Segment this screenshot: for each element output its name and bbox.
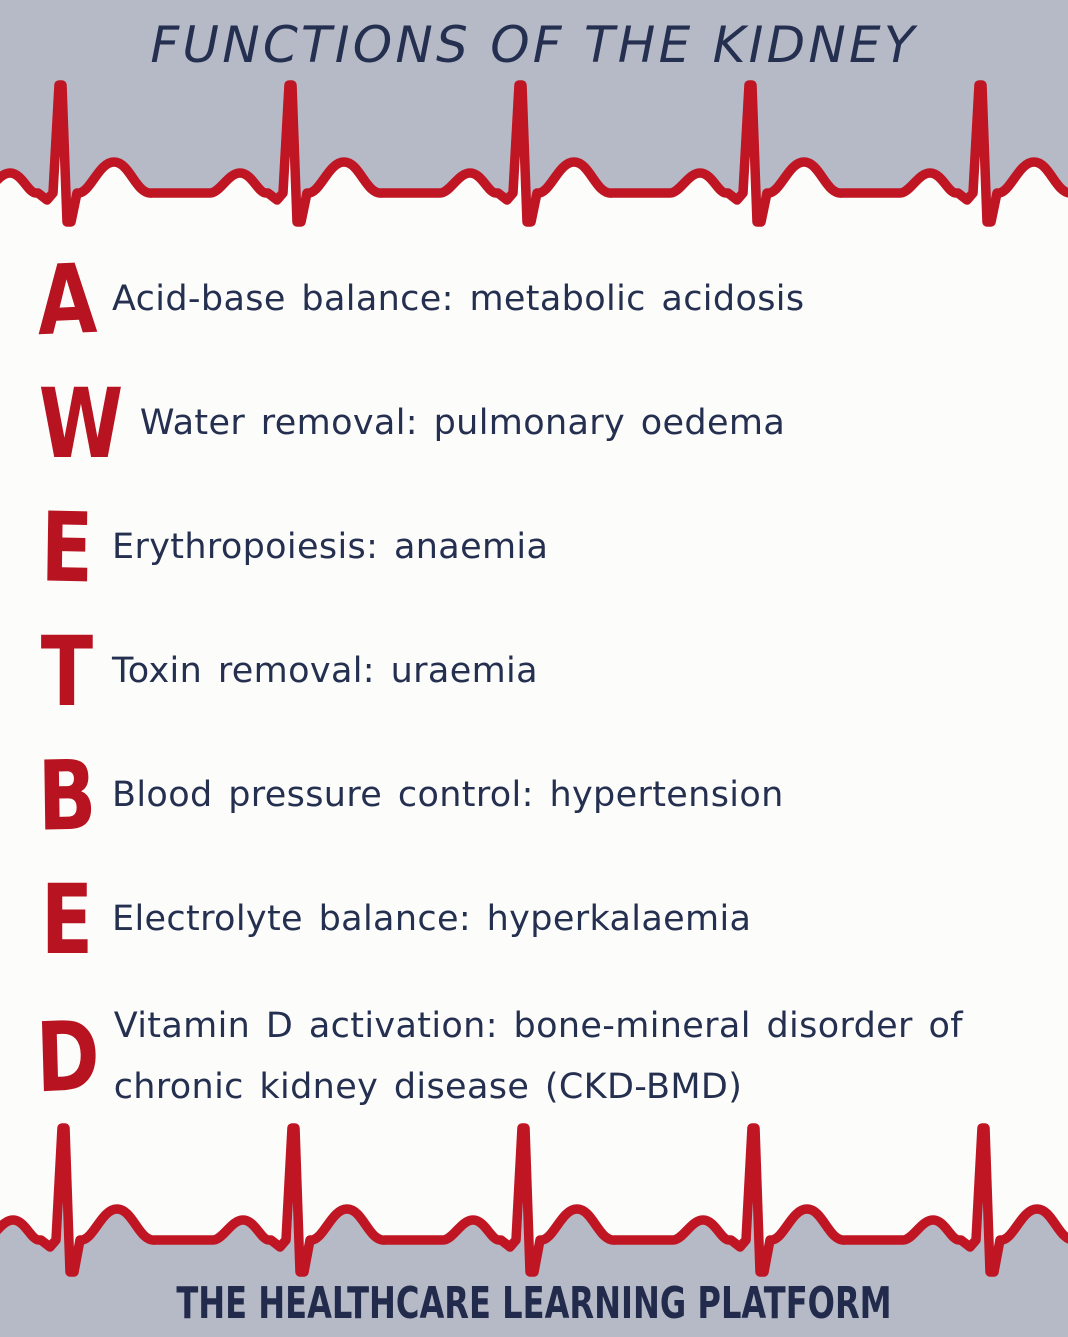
mnemonic-row-e1 [0,486,1068,610]
mnemonic-letter: E [39,491,95,605]
mnemonic-text: Toxin removal: uraemia [112,651,538,692]
mnemonic-text: Blood pressure control: hypertension [112,775,784,816]
mnemonic-letter: T [40,616,94,728]
mnemonic-text: Water removal: pulmonary oedema [139,403,786,444]
mnemonic-row-e2 [0,858,1068,982]
page-title: FUNCTIONS OF THE KIDNEY [150,16,918,74]
mnemonic-letter: W [38,368,124,480]
mnemonic-row-d [0,982,1068,1132]
mnemonic-text: Vitamin D activation: bone-mineral disorder of chronic kidney disease (CKD-BMD) [113,1005,963,1107]
mnemonic-letter: A [35,242,99,358]
mnemonic-text: Erythropoiesis: anaemia [112,527,549,568]
mnemonic-text: Acid-base balance: metabolic acidosis [112,279,805,320]
mnemonic-row-a [0,238,1068,362]
mnemonic-text: Electrolyte balance: hyperkalaemia [112,899,752,940]
mnemonic-row-w [0,362,1068,486]
mnemonic-letter: E [40,864,94,976]
mnemonic-row-t [0,610,1068,734]
mnemonic-letter: B [36,739,98,853]
mnemonic-row-b [0,734,1068,858]
mnemonic-list [0,238,1068,1132]
mnemonic-letter: D [34,999,102,1115]
brand-footer: THE HEALTHCARE LEARNING PLATFORM [176,1278,892,1329]
